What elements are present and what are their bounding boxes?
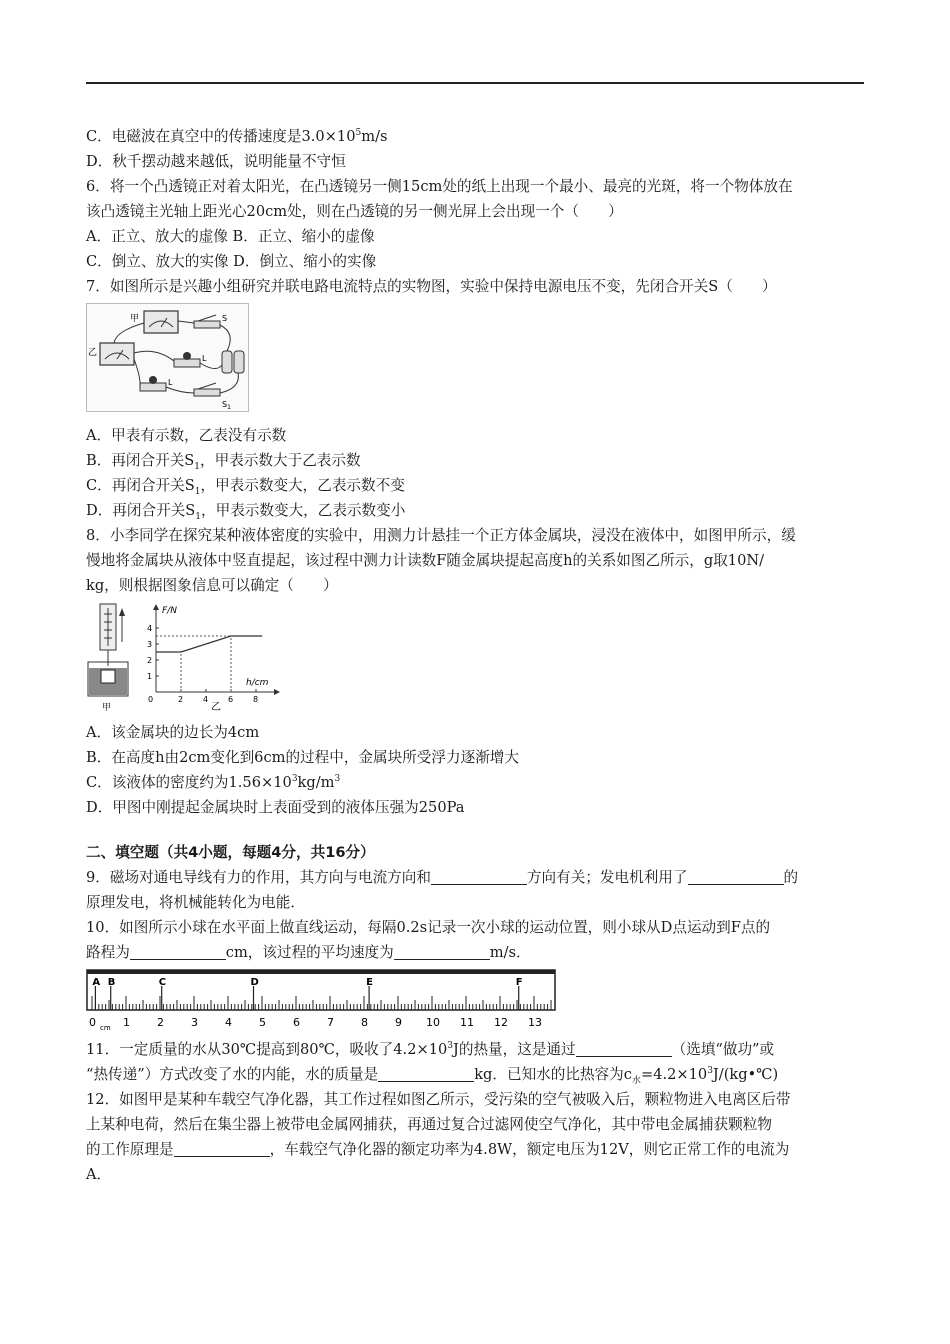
q7-option-d: D．再闭合开关$S_1$，甲表示数变大，乙表示数变小 [86, 502, 406, 522]
spring-scale-setup [88, 604, 128, 713]
q8-option-d: D．甲图中刚提起金属块时上表面受到的液体压强为250Pa [86, 799, 465, 816]
q6-options-cd: C．倒立、放大的实像 D．倒立、缩小的实像 [86, 253, 377, 270]
answer-blank[interactable] [394, 943, 490, 960]
switch-s [194, 321, 220, 328]
point-label: E [366, 977, 373, 988]
q10-line1: 10．如图所示小球在水平面上做直线运动，每隔0.2s记录一次小球的运动位置，则小球从D点运动到F点的 [86, 919, 771, 936]
y-tick-label: 1 [147, 672, 153, 681]
point-label: B [107, 977, 116, 988]
ruler-number: 0 [89, 1016, 96, 1029]
answer-blank[interactable] [576, 1040, 672, 1057]
answer-blank[interactable] [431, 868, 527, 885]
label-yi: 乙 [88, 348, 98, 358]
q5-option-c: C．电磁波在真空中的传播速度是$3.0\times 10^5m/s$ [86, 128, 388, 145]
q7-option-b: B．再闭合开关$S_1$，甲表示数大于乙表示数 [86, 452, 361, 472]
q6-stem-line2: 该凸透镜主光轴上距光心20cm处，则在凸透镜的另一侧光屏上会出现一个（ ） [86, 203, 623, 220]
answer-blank[interactable] [130, 943, 226, 960]
ruler-number: 7 [327, 1016, 334, 1029]
q8-option-b: B．在高度h由2cm变化到6cm的过程中，金属块所受浮力逐渐增大 [86, 749, 519, 766]
q8-figure [86, 602, 286, 714]
y-tick-label: 3 [147, 640, 153, 649]
q6-options-ab: A．正立、放大的虚像 B．正立、缩小的虚像 [86, 228, 375, 245]
f-h-graph [147, 604, 280, 713]
q5-option-d: D．秋千摆动越来越低，说明能量不守恒 [86, 153, 346, 170]
ruler-number: 11 [460, 1016, 474, 1029]
q8-option-a: A．该金属块的边长为4cm [86, 724, 260, 741]
y-tick-label: 2 [147, 656, 153, 665]
ruler-number: 5 [259, 1016, 266, 1029]
label-jia: 甲 [102, 703, 112, 713]
q7-option-a: A．甲表有示数，乙表没有示数 [86, 427, 287, 444]
series-line [156, 636, 262, 652]
point-label: A [92, 977, 101, 988]
ruler-number: 9 [395, 1016, 402, 1029]
ruler-number: 3 [191, 1016, 198, 1029]
ruler-number: 4 [225, 1016, 232, 1029]
q8-stem-line3: kg，则根据图象信息可以确定（ ） [86, 577, 338, 594]
q10-line2: 路程为 cm，该过程的平均速度为 m/s． [86, 944, 531, 961]
x-tick-label: 8 [253, 695, 259, 704]
answer-blank[interactable] [378, 1065, 474, 1082]
label-jia: 甲 [130, 314, 140, 324]
label-l1: L [168, 378, 173, 387]
bulb-l1 [140, 383, 166, 391]
x-tick-label: 6 [228, 695, 234, 704]
q10-ruler-figure [86, 968, 566, 1034]
answer-blank[interactable] [688, 868, 784, 885]
metal-block [101, 670, 115, 683]
q7-circuit-figure [86, 303, 256, 415]
ruler-unit: cm [100, 1024, 111, 1032]
label-l2: L [202, 354, 207, 363]
battery-1 [222, 351, 232, 373]
point-label: D [250, 977, 259, 988]
q11-line2: “热传递”）方式改变了水的内能，水的质量是 kg．已知水的比热容为$c_水=4.2\times 10^3J/(kg•℃)$ [86, 1066, 779, 1086]
q9-line1: 9．磁场对通电导线有力的作用，其方向与电流方向和 方向有关；发电机利用了 的 [86, 869, 799, 886]
label-yi: 乙 [211, 702, 221, 713]
q12-line3: 的工作原理是 ，车载空气净化器的额定功率为4.8W，额定电压为12V，则它正常工作的电流为 [86, 1141, 790, 1158]
switch-s1 [194, 389, 220, 396]
y-tick-label: 4 [147, 624, 153, 633]
x-tick-label: 4 [203, 695, 209, 704]
battery-2 [234, 351, 244, 373]
ruler-number: 6 [293, 1016, 300, 1029]
exam-content [86, 124, 866, 1187]
q8-option-c: C．该液体的密度约为$1.56\times 10^3kg/m^3$ [86, 774, 341, 791]
point-label: C [158, 977, 167, 988]
ruler-number: 1 [123, 1016, 130, 1029]
q9-line2: 原理发电，将机械能转化为电能． [86, 894, 305, 911]
q12-line2: 上某种电荷，然后在集尘器上被带电金属网捕获，再通过复合过滤网使空气净化，其中带电金属捕获颗粒物 [86, 1116, 772, 1133]
bulb-l2 [174, 359, 200, 367]
ruler-number: 8 [361, 1016, 368, 1029]
header-rule [86, 82, 864, 84]
q6-stem-line1: 6．将一个凸透镜正对着太阳光，在凸透镜另一侧15cm处的纸上出现一个最小、最亮的光斑，将一个物体放在 [86, 178, 793, 195]
y-axis-label: F/N [162, 606, 177, 616]
ammeter-yi [100, 343, 134, 365]
q12-line4: A． [86, 1166, 112, 1183]
q11-line1: 11．一定质量的水从30℃提高到80℃，吸收了$4.2\times 10^3J$的热量，这是通过 （选填“做功”或 [86, 1041, 775, 1058]
q12-line1: 12．如图甲是某种车载空气净化器，其工作过程如图乙所示，受污染的空气被吸入后，颗粒物进入电离区后带 [86, 1091, 791, 1108]
q7-stem: 7．如图所示是兴趣小组研究并联电路电流特点的实物图，实验中保持电源电压不变，先闭合开关S（ ） [86, 278, 777, 295]
q7-option-c: C．再闭合开关$S_1$，甲表示数变大，乙表示数不变 [86, 477, 405, 497]
label-s: S [222, 314, 228, 323]
q8-stem-line2: 慢地将金属块从液体中竖直提起，该过程中测力计读数F随金属块提起高度h的关系如图乙所示，g取10N/ [86, 552, 765, 569]
label-s1: $S_1$ [222, 400, 231, 411]
q8-stem-line1: 8．小李同学在探究某种液体密度的实验中，用测力计悬挂一个正方体金属块，浸没在液体中，如图甲所示，缓 [86, 527, 796, 544]
answer-blank[interactable] [174, 1140, 270, 1157]
x-tick-label: 2 [178, 695, 184, 704]
ruler-number: 2 [157, 1016, 164, 1029]
ruler-number: 12 [494, 1016, 508, 1029]
point-label: F [515, 977, 523, 988]
section-heading: 二、填空题（共4小题，每题4分，共16分） [86, 844, 375, 861]
ammeter-jia [144, 311, 178, 333]
origin-label: 0 [148, 695, 154, 704]
ruler-number: 10 [426, 1016, 440, 1029]
x-axis-label: h/cm [246, 678, 269, 688]
ruler-number: 13 [528, 1016, 542, 1029]
